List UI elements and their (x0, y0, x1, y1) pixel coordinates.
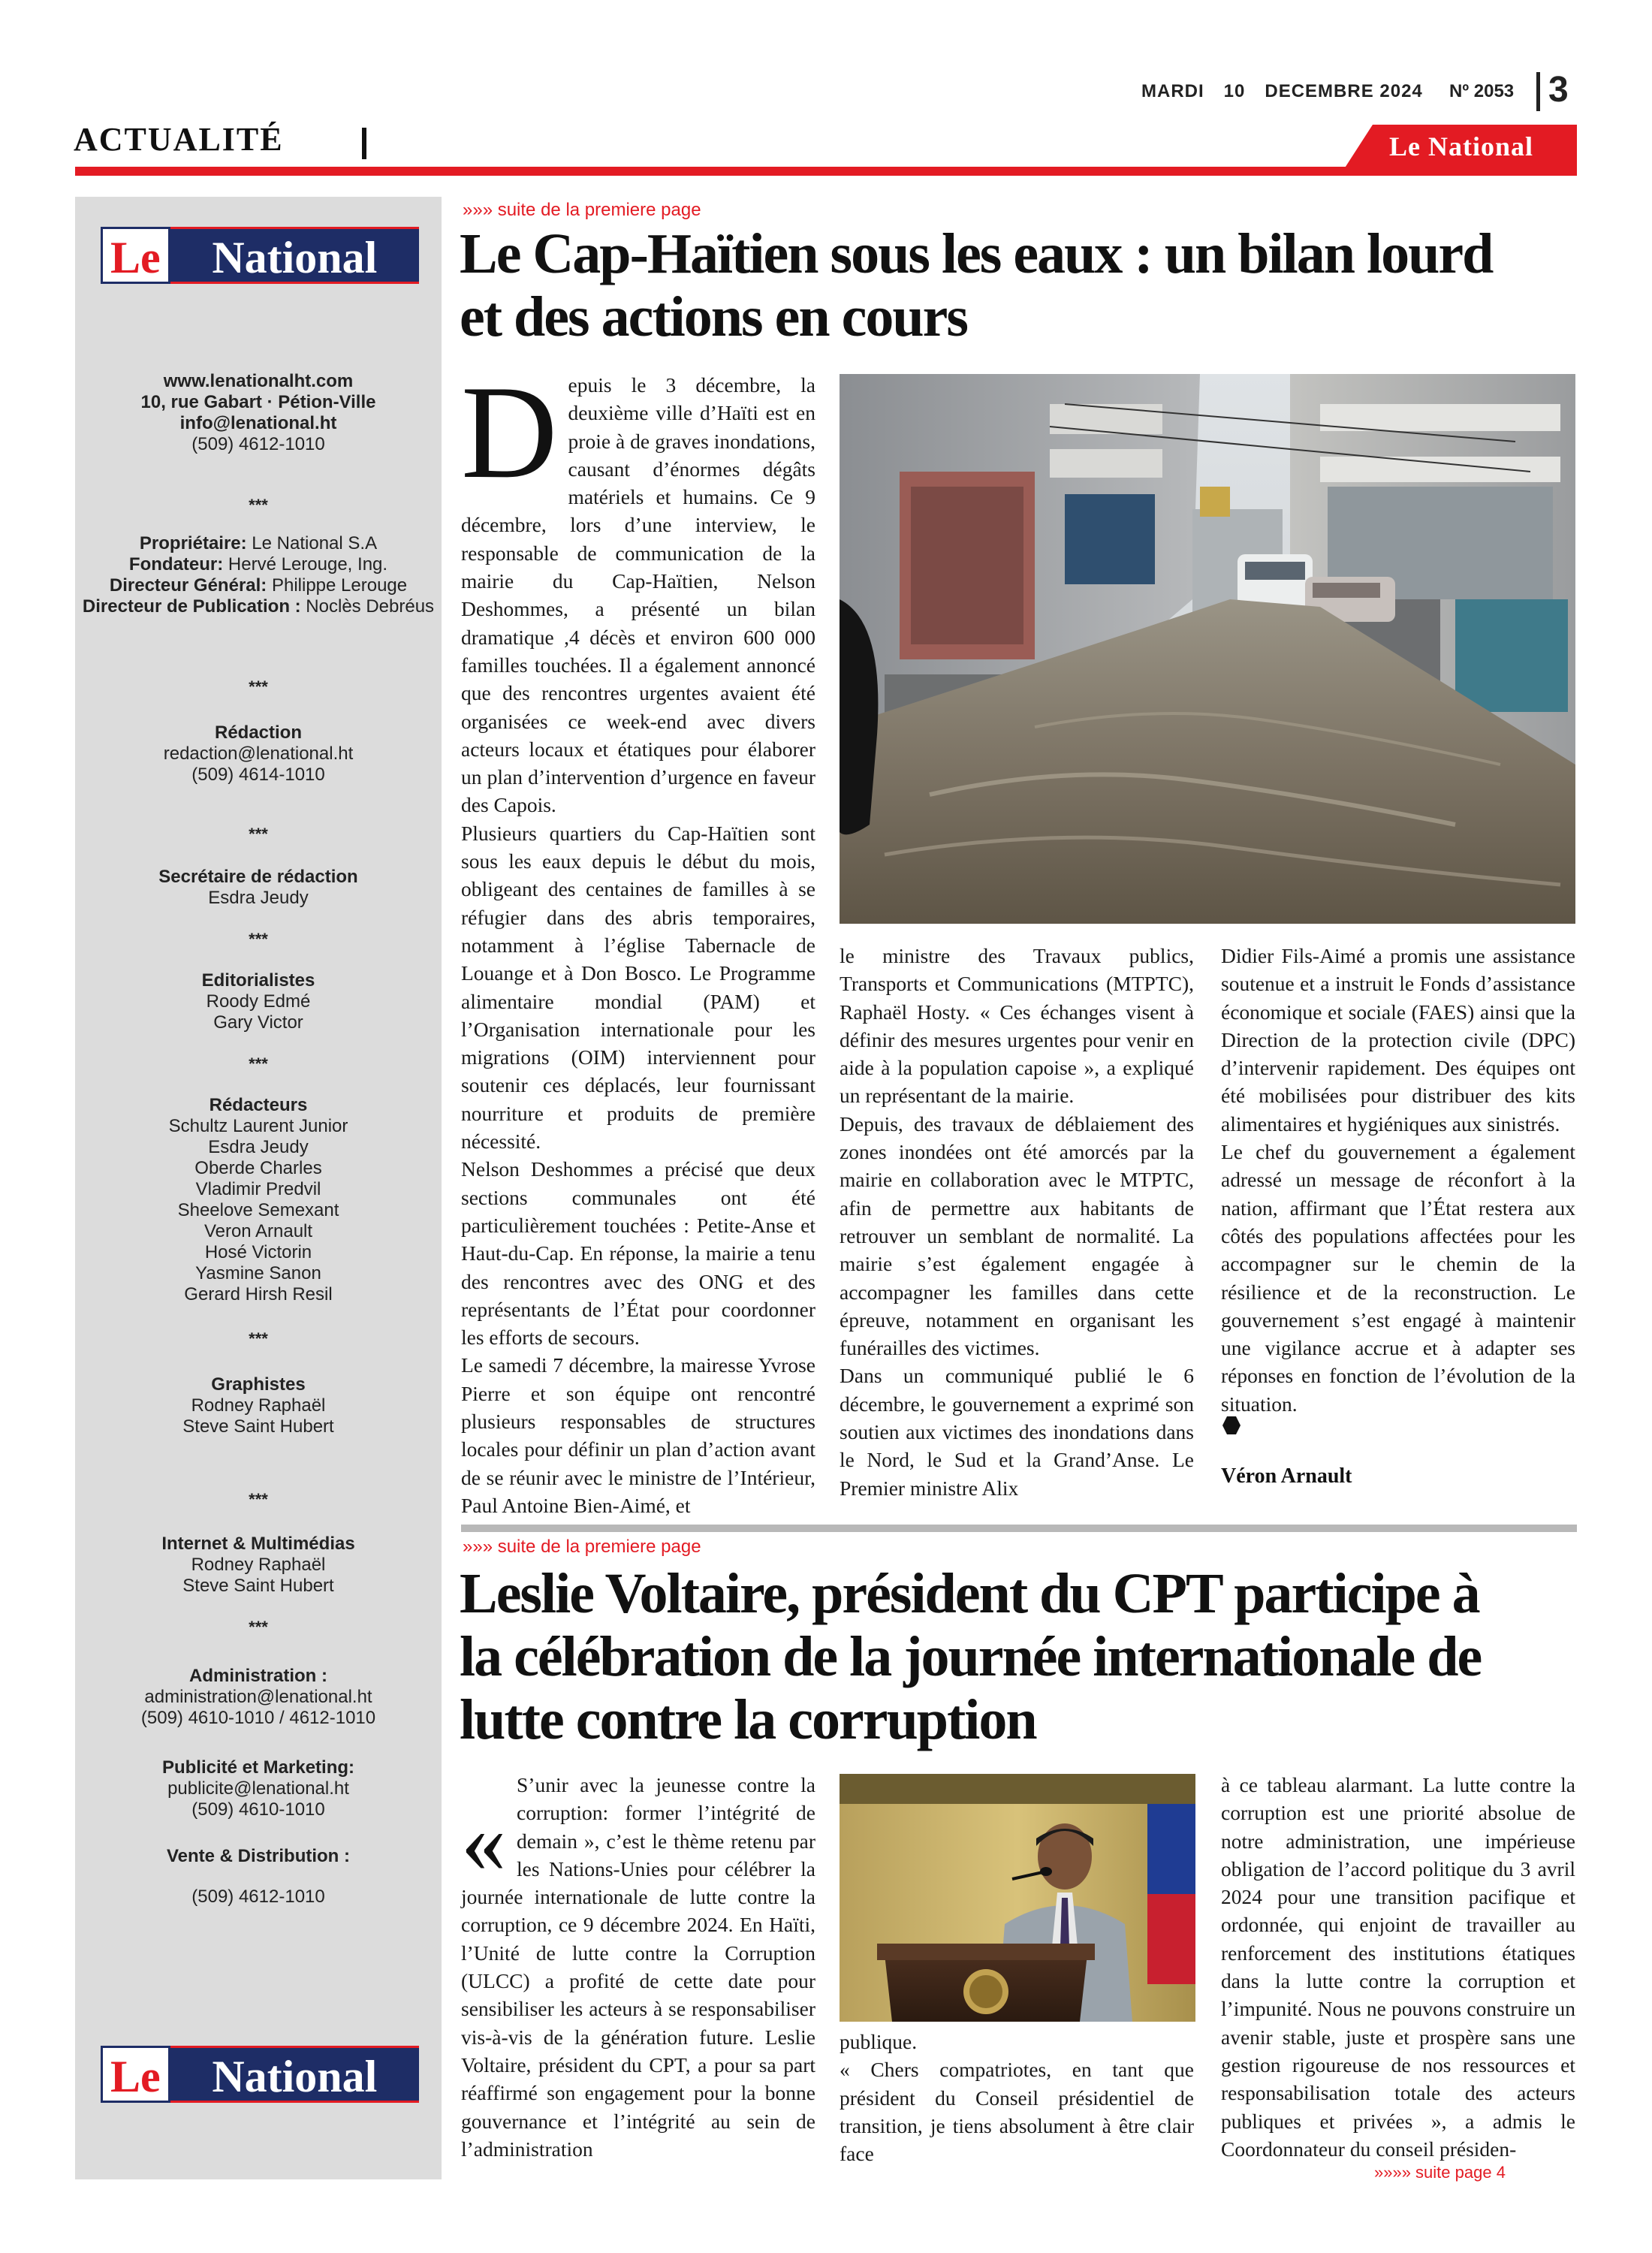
article2-paragraph: publique. (840, 2030, 918, 2053)
logo-le: Le (101, 227, 170, 284)
speaker-at-podium-image (840, 1774, 1195, 2022)
separator-stars: *** (249, 1490, 268, 1509)
reporter-name: Hosé Victorin (204, 1242, 312, 1262)
logo-le: Le (101, 2046, 170, 2103)
publication-director-label: Directeur de Publication : (82, 596, 301, 617)
founder-label: Fondateur: (128, 554, 224, 575)
distribution-phone: (509) 4612-1010 (191, 1887, 325, 1907)
contact-block (75, 371, 442, 455)
article2-kicker[interactable]: »»» suite de la premiere page (463, 1537, 701, 1557)
issue-month-year: DECEMBRE 2024 (1265, 81, 1423, 101)
issue-number: Nº 2053 (1449, 81, 1515, 101)
administration-phone: (509) 4610-1010 / 4612-1010 (140, 1708, 376, 1728)
article2-headline-line: lutte contre la corruption (460, 1688, 1036, 1751)
director-value: Philippe Lerouge (267, 575, 408, 596)
article2-paragraph: « Chers compatriotes, en tant que président du Conseil présidentiel de transition, je tiens absolument à être clair face (840, 2058, 1194, 2166)
distribution-block (75, 1846, 442, 1908)
publication-director-value: Noclès Debréus (300, 596, 435, 617)
reporter-name: Vladimir Predvil (195, 1179, 321, 1199)
article2-headline-line: Leslie Voltaire, président du CPT participe à (460, 1562, 1479, 1625)
article1-column-1 (461, 357, 815, 1519)
administration-block (75, 1666, 442, 1729)
section-title: ACTUALITÉ (74, 121, 284, 158)
separator-stars: *** (249, 1329, 268, 1348)
internet-name: Rodney Raphaël (191, 1555, 326, 1575)
secretary-name: Esdra Jeudy (208, 888, 309, 908)
article1-paragraph: Nelson Deshommes a précisé que deux sections communales ont été particulièrement touchées : Petite-Anse et Haut-du-Cap. En réponse, la mairie a tenu des rencontres avec des ONG et des représentants de l’État pour coordonner les efforts de secours. (461, 1157, 815, 1350)
article1-paragraph: Didier Fils-Aimé a promis une assistance soutenue et a instruit le Fonds d’assistance économique et sociale (FAES) ainsi que la Direction de la protection civile (DPC) d’intervenir rapidement. Des équipes ont été mobilisées pour distribuer des kits alimentaires et hygiéniques aux sinistrés. (1221, 944, 1575, 1136)
brand-tab-label: Le National (1388, 131, 1533, 161)
internet-name: Steve Saint Hubert (182, 1576, 334, 1596)
logo-national: National (170, 227, 419, 284)
graphic-designers-title: Graphistes (211, 1374, 306, 1395)
article1-kicker[interactable]: »»» suite de la premiere page (463, 200, 701, 220)
editorialist-name: Roody Edmé (206, 991, 311, 1012)
graphic-designers-block (75, 1374, 442, 1437)
article-divider (461, 1525, 1577, 1532)
info-email[interactable]: info@lenational.ht (179, 413, 337, 433)
reporter-name: Schultz Laurent Junior (168, 1116, 348, 1136)
director-label: Directeur Général: (109, 575, 267, 596)
separator-stars: *** (249, 1054, 268, 1073)
page-number: 3 (1548, 70, 1569, 110)
redaction-title: Rédaction (214, 722, 302, 743)
reporter-name: Oberde Charles (194, 1158, 322, 1178)
website-link[interactable]: www.lenationalht.com (163, 371, 354, 391)
flooded-street-image (840, 374, 1575, 924)
redaction-block (75, 722, 442, 786)
separator-stars: *** (249, 677, 268, 696)
article1-paragraph: Le chef du gouvernement a également adressé un message de réconfort à la nation, affirmant que l’État restera aux côtés des populations affectées pour les accompagner sur le chemin de la résilience et de la reconstruction. Le gouvernement s’est engagé à maintenir une vigilance accrue et à adapter ses réponses en fonction de l’évolution de la situation. (1221, 1140, 1575, 1416)
article2-paragraph: à ce tableau alarmant. La lutte contre la corruption est une priorité absolue de notre administration, une impérieuse obligation de l’accord politique du 3 avril 2024 pour une transition pacifique et ordonnée, qui enjoint de travailler au renforcement des institutions étatiques dans la lutte contre la corruption et l’impunité. Nous ne pouvons construire un avenir stable, juste et prospère sans une gestion rigoureuse de nos ressources et responsabilisation totale des acteurs publiques et privées », a admis le Coordonnateur du conseil présiden- (1221, 1773, 1575, 2161)
article1-column-3 (1221, 942, 1575, 1418)
article2-paragraph: S’unir avec la jeunesse contre la corruption: former l’intégrité de demain », c’est le thème retenu par les Nations-Unies pour célébrer la journée internationale de lutte contre la corruption, ce 9 décembre 2024. En Haïti, l’Unité de lutte contre la Corruption (ULCC) a profité de cette date pour sensibiliser les acteurs à se responsabiliser vis-à-vis de la génération future. Leslie Voltaire, président du CPT, a pour sa part réaffirmé son engagement pour la bonne gouvernance et l’intégrité au sein de l’administration (461, 1773, 815, 2161)
article1-headline-line: et des actions en cours (460, 285, 967, 348)
reporter-name: Sheelove Semexant (177, 1200, 339, 1220)
owner-value: Le National S.A (246, 533, 378, 553)
header-rule (75, 167, 1577, 176)
founder-value: Hervé Lerouge, Ing. (223, 554, 388, 575)
article1-dropcap: D (461, 357, 558, 506)
reporter-name: Gerard Hirsh Resil (184, 1284, 333, 1304)
article2-column-3 (1221, 1771, 1575, 2163)
main-phone: (509) 4612-1010 (191, 434, 325, 454)
reporters-title: Rédacteurs (209, 1095, 308, 1115)
header-divider (1536, 72, 1540, 111)
address: 10, rue Gabart · Pétion-Ville (140, 392, 376, 412)
article1-paragraph: Plusieurs quartiers du Cap-Haïtien sont sous les eaux depuis le début du mois, obligeant des centaines de familles à se réfugier dans des abris temporaires, notamment à l’église Tabernacle de Louange et à Don Bosco. Le Programme alimentaire mondial (PAM) et l’Organisation internationale pour les migrations (OIM) interviennent pour soutenir ces déplacés, leur fournissant nourriture et produits de première nécessité. (461, 821, 815, 1154)
article2-column-2 (840, 2028, 1194, 2167)
article1-paragraph: epuis le 3 décembre, la deuxième ville d’Haïti est en proie à de graves inondations, causant d’énormes dégâts matériels et humains. Ce 9 décembre, lors d’une interview, le responsable de communication de la mairie du Cap-Haïtien, Nelson Deshommes, a présenté un bilan dramatique ,4 décès et environ 600 000 familles touchées. Il a également annoncé que des rencontres urgentes avaient été organisées ce week-end avec divers acteurs locaux et étatiques pour élaborer un plan d’intervention d’urgence en faveur des Capois. (461, 373, 815, 817)
administration-email[interactable]: administration@lenational.ht (144, 1687, 372, 1707)
graphic-designer-name: Rodney Raphaël (191, 1395, 326, 1416)
article1-paragraph: Dans un communiqué publié le 6 décembre, le gouvernement a exprimé son soutien aux victimes des inondations dans le Nord, le Sud et la Grand’Anse. Le Premier ministre Alix (840, 1364, 1194, 1500)
newspaper-logo (101, 227, 419, 284)
advertising-title: Publicité et Marketing: (161, 1757, 355, 1778)
article1-column-2 (840, 942, 1194, 1502)
article1-paragraph: Depuis, des travaux de déblaiement des zones inondées ont été amorcés par la mairie en collaboration avec le MTPTC, afin de permettre aux habitants de retrouver un semblant de normalité. La mairie s’est également engagée à accompagner les familles dans cette épreuve, notamment en organisant les funérailles des victimes. (840, 1111, 1194, 1360)
article1-headline (460, 222, 1571, 348)
continued-on-page-link[interactable]: »»»» suite page 4 (1374, 2163, 1506, 2182)
article1-byline: Véron Arnault (1221, 1464, 1352, 1488)
advertising-email[interactable]: publicite@lenational.ht (167, 1778, 349, 1799)
end-mark-icon (1222, 1416, 1241, 1434)
separator-stars: *** (249, 1618, 268, 1636)
separator-stars: *** (249, 496, 268, 514)
issue-date (1141, 81, 1442, 102)
secretary-block (75, 867, 442, 909)
article2-headline (460, 1562, 1571, 1751)
graphic-designer-name: Steve Saint Hubert (182, 1416, 334, 1437)
administration-title: Administration : (189, 1666, 327, 1686)
article1-paragraph: le ministre des Travaux publics, Transports et Communications (MTPTC), Raphaël Hosty. « Ces échanges visent à définir des mesures urgentes pour venir en aide à la population capoise », a expliqué un représentant de la mairie. (840, 944, 1194, 1108)
article2-quote-cap: « (461, 1791, 506, 1891)
secretary-title: Secrétaire de rédaction (158, 867, 358, 887)
article1-paragraph: Le samedi 7 décembre, la mairesse Yvrose Pierre et son équipe ont rencontré plusieurs responsables de structures locales pour définir un plan d’action avant de se réunir avec le ministre de l’Intérieur, Paul Antoine Bien-Aimé, et (461, 1353, 815, 1517)
separator-stars: *** (249, 825, 268, 843)
newspaper-logo-footer (101, 2046, 419, 2103)
editorialist-name: Gary Victor (213, 1012, 303, 1033)
redaction-email[interactable]: redaction@lenational.ht (163, 743, 354, 764)
reporter-name: Yasmine Sanon (195, 1263, 321, 1283)
internet-block (75, 1534, 442, 1597)
article2-headline-line: la célébration de la journée internationale de (460, 1625, 1482, 1688)
article1-headline-line: Le Cap-Haïtien sous les eaux : un bilan lourd (460, 222, 1493, 285)
logo-national: National (170, 2046, 419, 2103)
advertising-phone: (509) 4610-1010 (191, 1799, 325, 1820)
internet-title: Internet & Multimédias (161, 1534, 355, 1554)
reporter-name: Veron Arnault (203, 1221, 313, 1241)
flood-photo (840, 374, 1575, 924)
issue-day: 10 (1223, 81, 1246, 101)
editorialists-title: Editorialistes (201, 970, 315, 991)
section-divider (362, 128, 366, 159)
reporter-name: Esdra Jeudy (208, 1137, 309, 1157)
editorialists-block (75, 970, 442, 1033)
voltaire-photo (840, 1774, 1195, 2022)
distribution-title: Vente & Distribution : (166, 1846, 350, 1866)
reporters-block (75, 1095, 442, 1305)
advertising-block (75, 1757, 442, 1820)
masthead-sidebar (75, 197, 442, 2179)
owner-label: Propriétaire: (139, 533, 247, 553)
issue-weekday: MARDI (1141, 81, 1204, 101)
separator-stars: *** (249, 930, 268, 949)
article2-column-1 (461, 1771, 815, 2163)
ownership-block (75, 533, 442, 617)
redaction-phone: (509) 4614-1010 (191, 765, 325, 785)
